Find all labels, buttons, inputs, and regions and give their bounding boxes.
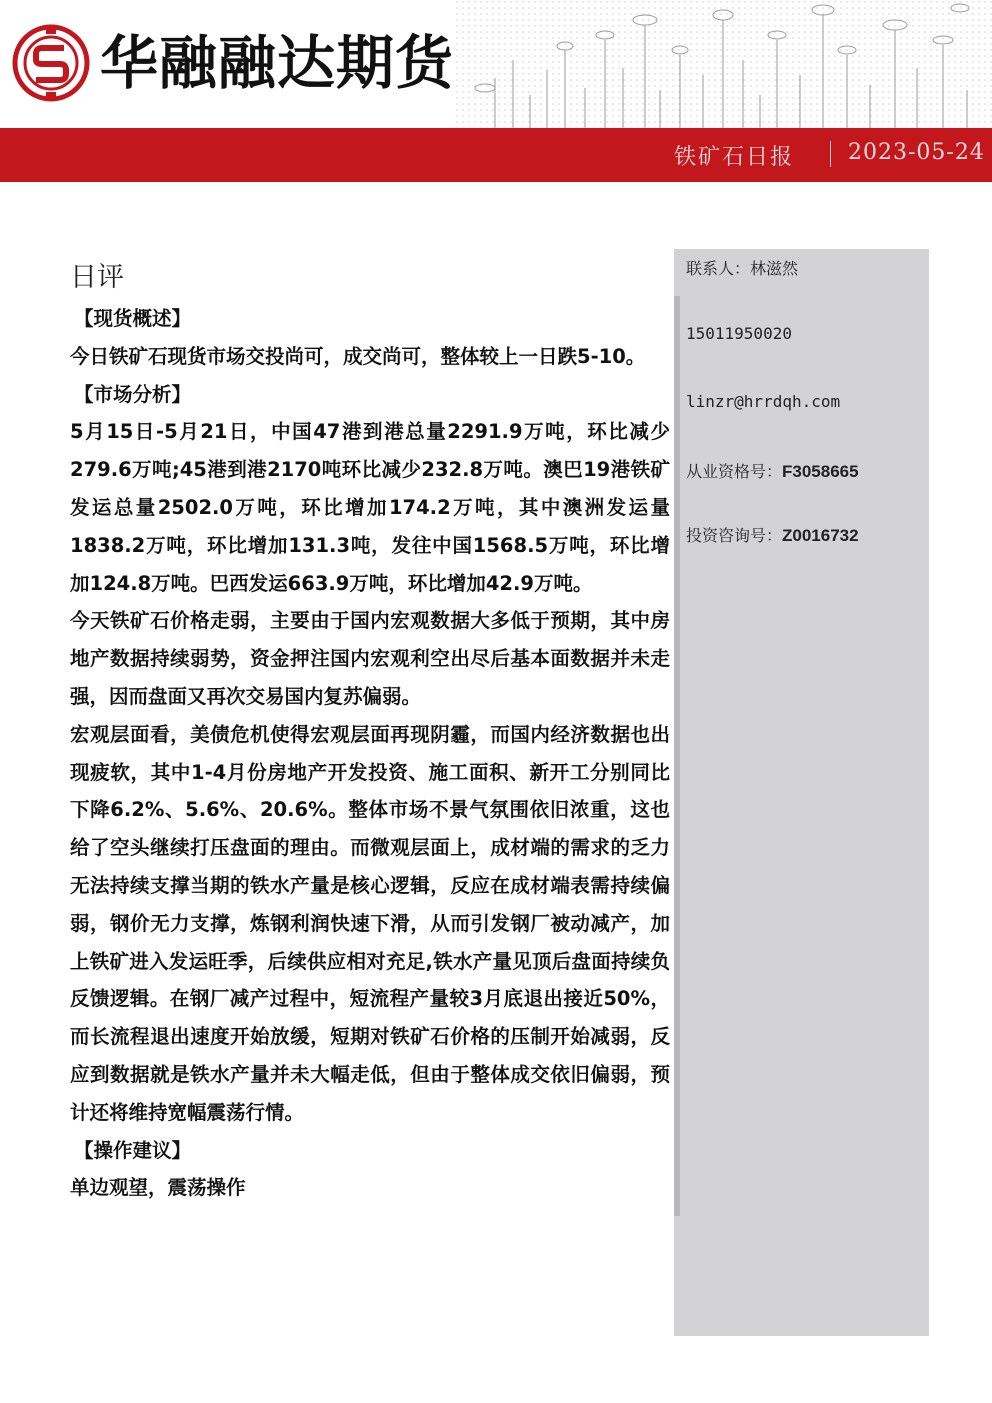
contact-person: 联系人：林滋然 [686, 259, 799, 278]
banner-divider [830, 141, 831, 167]
consult-number [686, 523, 859, 546]
contact-sidebar [674, 249, 929, 1336]
report-title: 铁矿石日报 [673, 145, 794, 170]
report-body [70, 300, 670, 1207]
market-paragraph-1: 5月15日-5月21日，中国47港到港总量2291.9万吨，环比减少279.6万吨;45港到港2170吨环比减少232.8万吨。澳巴19港铁矿发运总量2502.0万吨，环比增加174.2万吨，其中澳洲发运量1838.2万吨，环比增加131.3吨，发往中国1568.5万吨，环比增加124.8万吨。巴西发运663.9万吨，环比增加42.9万吨。 [70, 420, 670, 595]
advice-heading: 【操作建议】 [74, 1138, 192, 1162]
contact-phone: 15011950020 [686, 324, 792, 343]
market-paragraph-2: 今天铁矿石价格走弱，主要由于国内宏观数据大多低于预期，其中房地产数据持续弱势，资金押注国内宏观利空出尽后基本面数据并未走强，因而盘面又再次交易国内复苏偏弱。 [70, 609, 670, 708]
contact-email: linzr@hrrdqh.com [686, 392, 841, 411]
brand-name: 华融融达期货 [100, 29, 455, 97]
qualification-value: F3058665 [782, 462, 859, 481]
market-heading: 【市场分析】 [74, 382, 192, 406]
consult-value: Z0016732 [782, 526, 859, 545]
sidebar-accent-bar [674, 296, 680, 1216]
qualification-label: 从业资格号： [686, 462, 783, 481]
spot-text: 今日铁矿石现货市场交投尚可，成交尚可，整体较上一日跌5-10。 [70, 344, 646, 368]
report-date: 2023-05-24 [848, 140, 985, 165]
advice-text: 单边观望，震荡操作 [70, 1176, 246, 1200]
company-logo-icon [12, 24, 90, 102]
consult-label: 投资咨询号： [686, 526, 783, 545]
header-decoration [455, 0, 992, 128]
section-title: 日评 [70, 262, 124, 293]
market-paragraph-3: 宏观层面看，美债危机使得宏观层面再现阴霾，而国内经济数据也出现疲软，其中1-4月份房地产开发投资、施工面积、新开工分别同比下降6.2%、5.6%、20.6%。整体市场不景气氛围依旧浓重，这也给了空头继续打压盘面的理由。而微观层面上，成材端的需求的乏力无法持续支撑当期的铁水产量是核心逻辑，反应在成材端表需持续偏弱，钢价无力支撑，炼钢利润快速下滑，从而引发钢厂被动减产，加上铁矿进入发运旺季，后续供应相对充足,铁水产量见顶后盘面持续负反馈逻辑。在钢厂减产过程中，短流程产量较3月底退出接近50%，而长流程退出速度开始放缓，短期对铁矿石价格的压制开始减弱，反应到数据就是铁水产量并未大幅走低，但由于整体成交依旧偏弱，预计还将维持宽幅震荡行情。 [70, 722, 670, 1124]
report-banner [0, 128, 992, 182]
qualification-number [686, 459, 859, 482]
spot-heading: 【现货概述】 [74, 307, 192, 330]
